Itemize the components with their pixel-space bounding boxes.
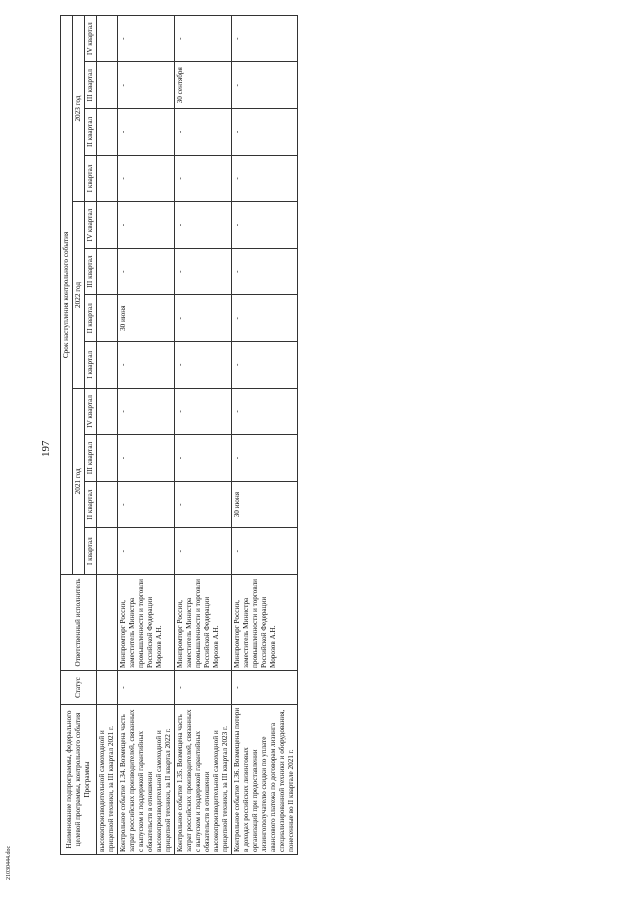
quarter-cell: -: [175, 248, 232, 295]
header-quarter: I квартал: [85, 528, 97, 575]
quarter-cell: [97, 15, 118, 62]
quarter-cell: -: [232, 388, 298, 435]
table-row: [175, 15, 232, 854]
quarter-cell: 30 сентября: [175, 62, 232, 109]
responsible-cell: [97, 575, 118, 671]
header-quarter: II квартал: [85, 109, 97, 156]
quarter-cell: [97, 342, 118, 389]
quarter-cell: -: [118, 435, 175, 482]
quarter-cell: -: [232, 528, 298, 575]
quarter-cell: -: [175, 295, 232, 342]
quarter-cell: [97, 295, 118, 342]
header-quarter: III квартал: [85, 435, 97, 482]
rotated-table-container: [60, 15, 620, 855]
quarter-cell: -: [175, 388, 232, 435]
header-year: 2021 год: [73, 388, 85, 574]
quarter-cell: [97, 528, 118, 575]
quarter-cell: [97, 202, 118, 249]
quarter-cell: -: [175, 528, 232, 575]
quarter-cell: -: [232, 202, 298, 249]
header-name: Наименование подпрограммы, федерального целевой программы, контрольного события Программы: [61, 705, 97, 855]
event-name-cell: Контрольное событие 1.36. Возмещены потери в доходах российских лизинговых организаций при предоставлении лизингополучателю скидки по уплате авансового платежа по договорам лизинга специализированной техники и оборудования, понесенные во II квартале 2021 г.: [232, 705, 298, 855]
quarter-cell: -: [232, 435, 298, 482]
header-deadline: Срок наступления контрольного события: [61, 15, 73, 574]
quarter-cell: [97, 435, 118, 482]
header-quarter: III квартал: [85, 62, 97, 109]
quarter-cell: -: [118, 202, 175, 249]
control-events-table: [60, 15, 298, 855]
quarter-cell: -: [118, 248, 175, 295]
quarter-cell: -: [175, 15, 232, 62]
header-quarter: IV квартал: [85, 15, 97, 62]
quarter-cell: [97, 109, 118, 156]
responsible-cell: Минпромторг России, заместитель Министра промышленности и торговли Российской Федерации Морозов А.Н.: [118, 575, 175, 671]
header-quarter: IV квартал: [85, 388, 97, 435]
quarter-cell: -: [232, 342, 298, 389]
quarter-cell: -: [232, 15, 298, 62]
quarter-cell: [97, 248, 118, 295]
quarter-cell: -: [118, 481, 175, 528]
quarter-cell: -: [232, 248, 298, 295]
page-number: 197: [40, 440, 52, 457]
quarter-cell: -: [175, 342, 232, 389]
quarter-cell: -: [118, 528, 175, 575]
header-quarter: II квартал: [85, 295, 97, 342]
quarter-cell: -: [118, 388, 175, 435]
quarter-cell: [97, 388, 118, 435]
quarter-cell: 30 июня: [232, 481, 298, 528]
header-quarter: II квартал: [85, 481, 97, 528]
header-quarter: III квартал: [85, 248, 97, 295]
status-cell: -: [232, 671, 298, 705]
event-name-cell: Контрольное событие 1.35. Возмещена часть затрат российских производителей, связанных с выпуском и поддержкой гарантийных обязательств в отношении высокопроизводительной самоходной и прицепной техники, за III квартал 2023 г.: [175, 705, 232, 855]
quarter-cell: -: [175, 435, 232, 482]
quarter-cell: 30 июня: [118, 295, 175, 342]
quarter-cell: -: [175, 481, 232, 528]
quarter-cell: [97, 155, 118, 202]
event-name-cell: Контрольное событие 1.34. Возмещена часть затрат российских производителей, связанных с выпуском и поддержкой гарантийных обязательств в отношении высокопроизводительной самоходной и прицепной техники, за II квартал 2022 г.: [118, 705, 175, 855]
quarter-cell: -: [118, 62, 175, 109]
status-cell: -: [118, 671, 175, 705]
quarter-cell: -: [175, 109, 232, 156]
quarter-cell: -: [175, 202, 232, 249]
status-cell: -: [175, 671, 232, 705]
responsible-cell: Минпромторг России, заместитель Министра промышленности и торговли Российской Федерации Морозов А.Н.: [175, 575, 232, 671]
table-body: [97, 15, 298, 854]
quarter-cell: -: [118, 155, 175, 202]
header-responsible: Ответственный исполнитель: [61, 575, 97, 671]
quarter-cell: [97, 62, 118, 109]
quarter-cell: -: [118, 342, 175, 389]
quarter-cell: -: [118, 109, 175, 156]
quarter-cell: -: [232, 155, 298, 202]
document-footer: 21030444.doc: [6, 845, 12, 880]
quarter-cell: [97, 481, 118, 528]
responsible-cell: Минпромторг России, заместитель Министра промышленности и торговли Российской Федерации Морозов А.Н.: [232, 575, 298, 671]
header-quarter: I квартал: [85, 342, 97, 389]
quarter-cell: -: [232, 62, 298, 109]
quarter-cell: -: [232, 295, 298, 342]
header-quarter: IV квартал: [85, 202, 97, 249]
header-year: 2022 год: [73, 202, 85, 388]
table-row: [232, 15, 298, 854]
header-quarter: I квартал: [85, 155, 97, 202]
table-row: [97, 15, 118, 854]
header-status: Статус: [61, 671, 97, 705]
quarter-cell: -: [232, 109, 298, 156]
status-cell: [97, 671, 118, 705]
quarter-cell: -: [175, 155, 232, 202]
quarter-cell: -: [118, 15, 175, 62]
table-row: [118, 15, 175, 854]
event-name-cell: высокопроизводительной самоходной и прицепной техники, за III квартал 2021 г.: [97, 705, 118, 855]
header-year: 2023 год: [73, 15, 85, 201]
